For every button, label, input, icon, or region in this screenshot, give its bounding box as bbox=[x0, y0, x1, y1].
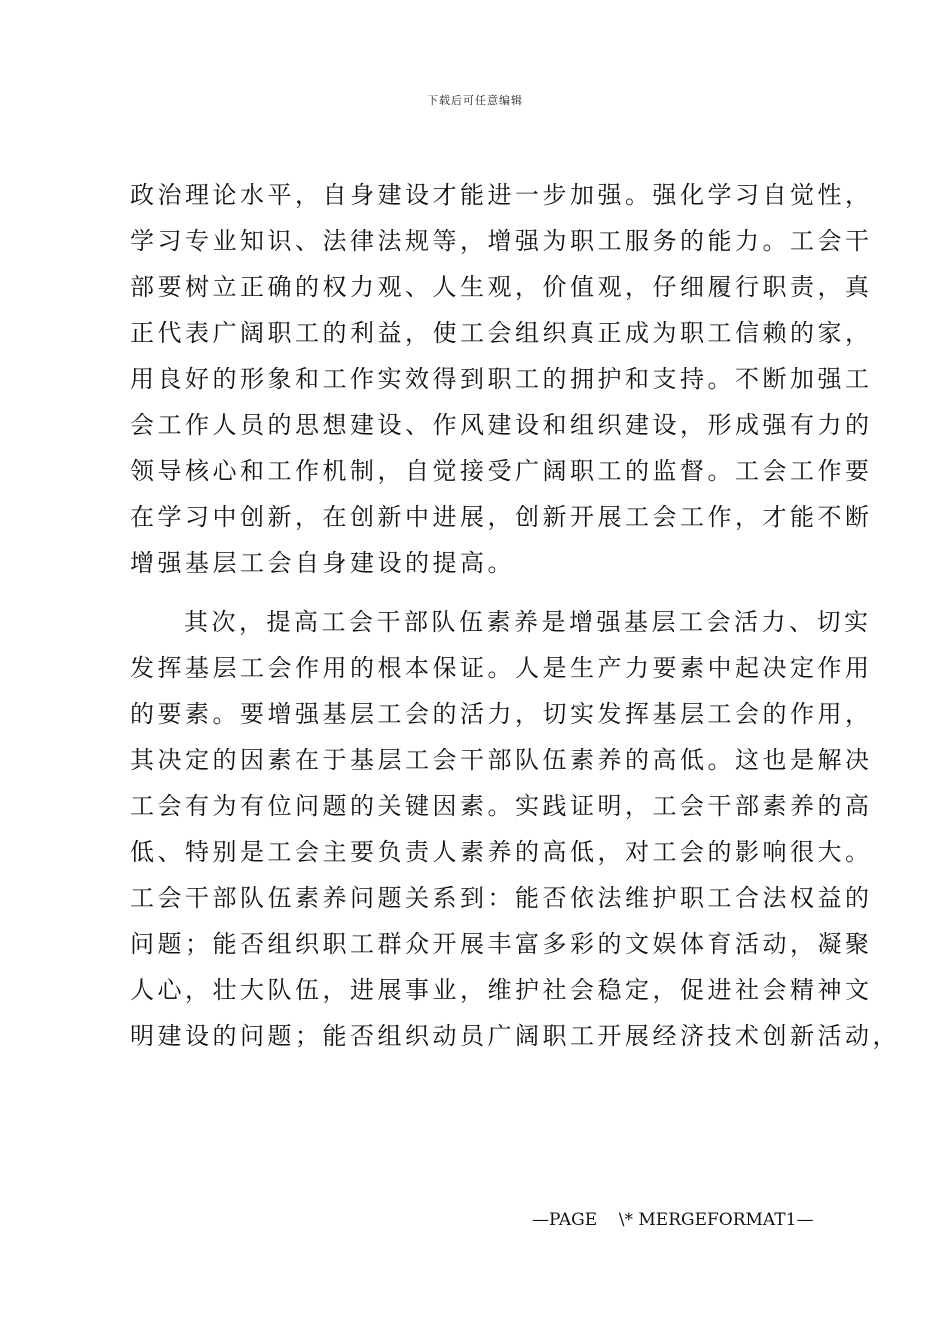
text-line: 问题；能否组织职工群众开展丰富多彩的文娱体育活动，凝聚 bbox=[130, 930, 873, 958]
text-line: 人心，壮大队伍，进展事业，维护社会稳定，促进社会精神文 bbox=[130, 976, 873, 1004]
text-line: 工会有为有位问题的关键因素。实践证明，工会干部素养的高 bbox=[130, 792, 873, 820]
text-line: 学习专业知识、法律法规等，增强为职工服务的能力。工会干 bbox=[130, 227, 873, 255]
text-line: 的要素。要增强基层工会的活力，切实发挥基层工会的作用， bbox=[130, 700, 873, 728]
paragraph-spacer bbox=[130, 586, 830, 599]
text-line: 领导核心和工作机制，自觉接受广阔职工的监督。工会工作要 bbox=[130, 457, 873, 485]
text-line: 在学习中创新，在创新中进展，创新开展工会工作，才能不断 bbox=[130, 503, 873, 531]
text-line: 用良好的形象和工作实效得到职工的拥护和支持。不断加强工 bbox=[130, 365, 873, 393]
text-line-indented: 其次，提高工会干部队伍素养是增强基层工会活力、切实 bbox=[184, 608, 872, 636]
text-line: 发挥基层工会作用的根本保证。人是生产力要素中起决定作用 bbox=[130, 654, 873, 682]
header-note: 下载后可任意编辑 bbox=[427, 94, 523, 107]
paragraph-1 bbox=[130, 172, 873, 586]
text-line: 政治理论水平，自身建设才能进一步加强。强化学习自觉性， bbox=[130, 181, 873, 209]
text-line: 部要树立正确的权力观、人生观，价值观，仔细履行职责，真 bbox=[130, 273, 873, 301]
paragraph-2 bbox=[130, 599, 900, 1059]
text-line: 会工作人员的思想建设、作风建设和组织建设，形成强有力的 bbox=[130, 411, 873, 439]
document-body bbox=[130, 172, 900, 1059]
text-line: 正代表广阔职工的利益，使工会组织真正成为职工信赖的家， bbox=[130, 319, 873, 347]
page-number-field: —PAGE \* MERGEFORMAT1— bbox=[532, 1210, 814, 1230]
text-line: 增强基层工会自身建设的提高。 bbox=[130, 549, 515, 577]
text-line: 工会干部队伍素养问题关系到：能否依法维护职工合法权益的 bbox=[130, 884, 873, 912]
text-line: 其决定的因素在于基层工会干部队伍素养的高低。这也是解决 bbox=[130, 746, 873, 774]
text-line: 低、特别是工会主要负责人素养的高低，对工会的影响很大。 bbox=[130, 838, 873, 866]
text-line: 明建设的问题；能否组织动员广阔职工开展经济技术创新活动， bbox=[130, 1022, 900, 1050]
